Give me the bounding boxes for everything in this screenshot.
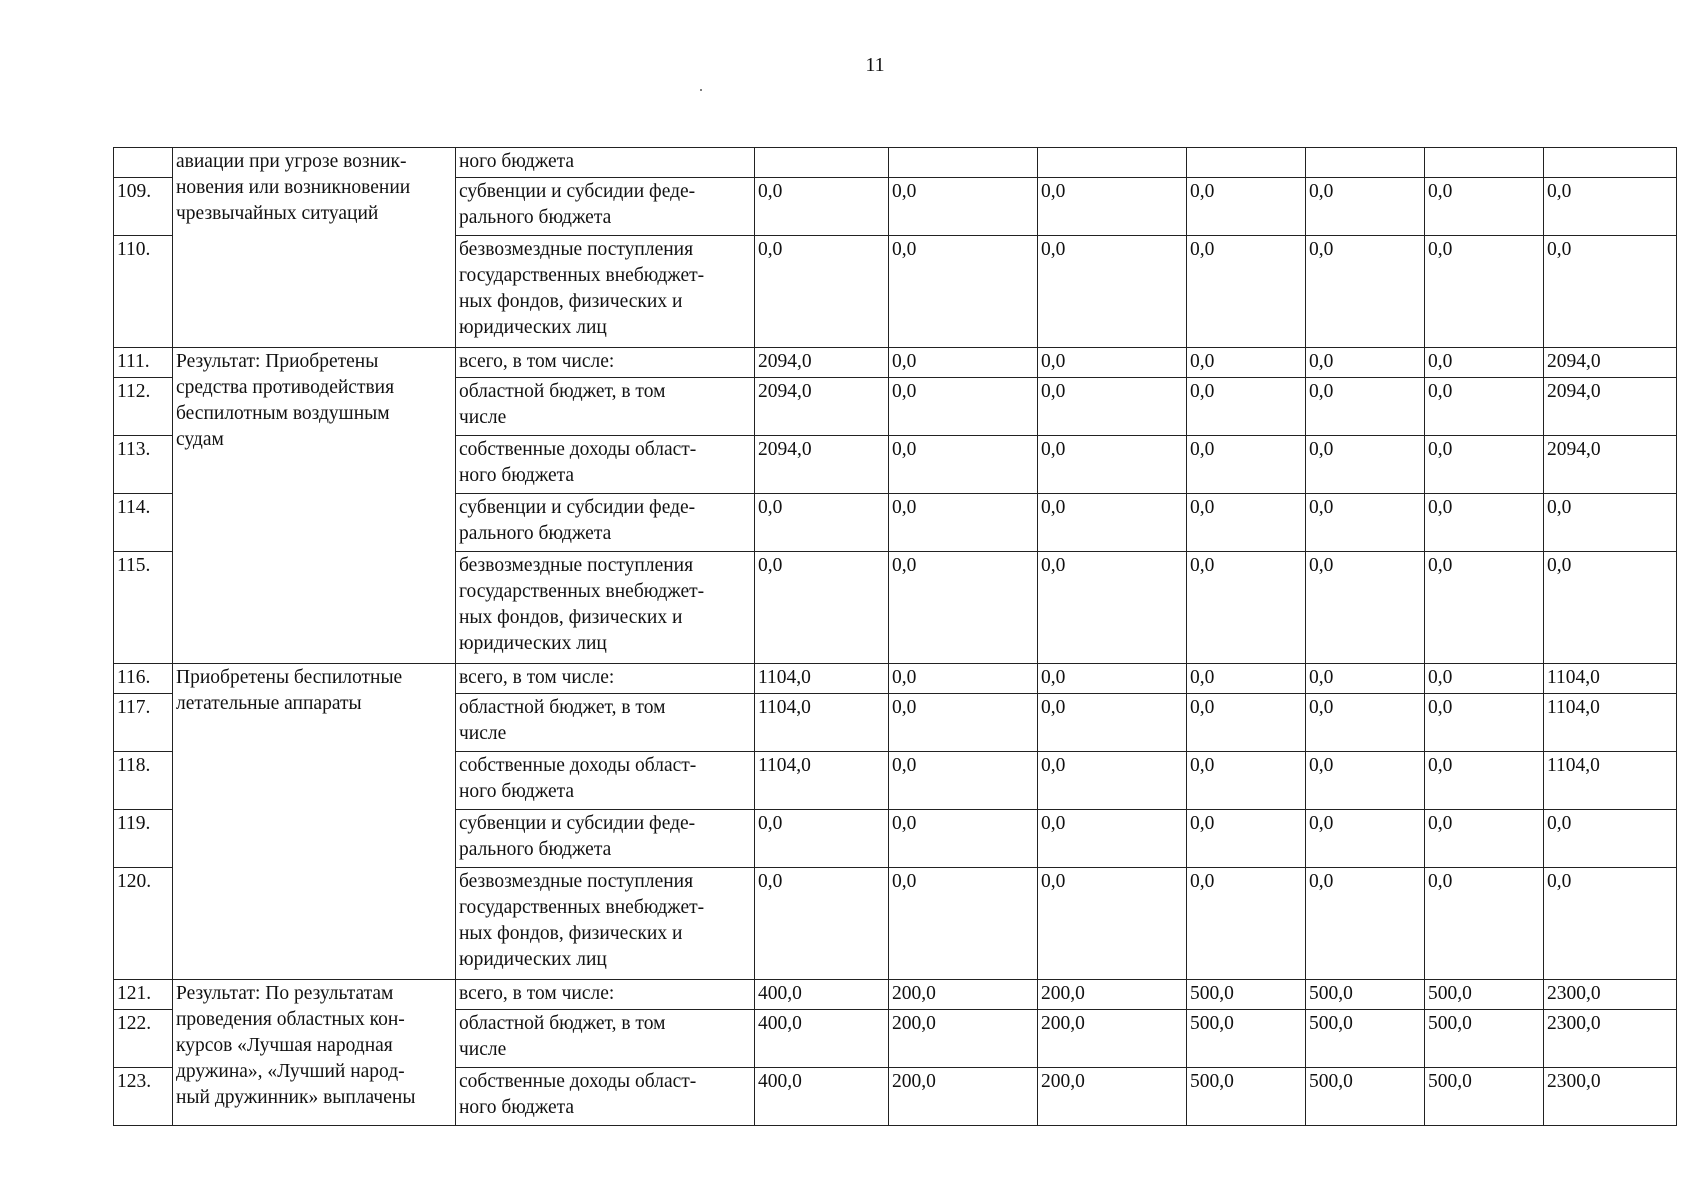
row-number-cell: 119.	[114, 810, 173, 868]
total-value-cell: 1104,0	[1544, 694, 1677, 752]
year-value-cell: 2094,0	[755, 378, 889, 436]
year-value-cell: 0,0	[1425, 494, 1544, 552]
year-value-cell: 1104,0	[755, 664, 889, 694]
total-value-cell: 0,0	[1544, 178, 1677, 236]
row-number-cell: 112.	[114, 378, 173, 436]
year-value-cell: 200,0	[889, 1068, 1038, 1126]
year-value-cell: 0,0	[889, 552, 1038, 664]
year-value-cell: 0,0	[1425, 236, 1544, 348]
year-value-cell: 0,0	[1425, 378, 1544, 436]
year-value-cell: 0,0	[755, 810, 889, 868]
total-value-cell: 2094,0	[1544, 378, 1677, 436]
funding-source-cell: собственные доходы област- ного бюджета	[456, 1068, 755, 1126]
year-value-cell: 200,0	[889, 1010, 1038, 1068]
table-row	[114, 348, 1677, 378]
year-value-cell: 0,0	[1306, 178, 1425, 236]
row-number-cell: 123.	[114, 1068, 173, 1126]
funding-source-cell: безвозмездные поступления государственных внебюджет- ных фондов, физических и юридических лиц	[456, 552, 755, 664]
year-value-cell: 0,0	[889, 378, 1038, 436]
year-value-cell: 0,0	[1038, 810, 1187, 868]
year-value-cell: 0,0	[1306, 436, 1425, 494]
year-value-cell: 0,0	[1187, 494, 1306, 552]
year-value-cell: 0,0	[1306, 868, 1425, 980]
year-value-cell: 1104,0	[755, 752, 889, 810]
funding-source-cell: безвозмездные поступления государственных внебюджет- ных фондов, физических и юридических лиц	[456, 236, 755, 348]
total-value-cell: 1104,0	[1544, 752, 1677, 810]
year-value-cell: 0,0	[1187, 694, 1306, 752]
year-value-cell: 0,0	[1038, 378, 1187, 436]
year-value-cell: 0,0	[1425, 868, 1544, 980]
year-value-cell: 0,0	[1187, 378, 1306, 436]
year-value-cell: 500,0	[1306, 1068, 1425, 1126]
year-value-cell: 0,0	[1038, 236, 1187, 348]
year-value-cell: 200,0	[889, 980, 1038, 1010]
year-value-cell: 0,0	[1187, 348, 1306, 378]
row-number-cell: 122.	[114, 1010, 173, 1068]
table-row	[114, 664, 1677, 694]
row-number-cell: 113.	[114, 436, 173, 494]
year-value-cell: 500,0	[1425, 1010, 1544, 1068]
year-value-cell: 500,0	[1425, 1068, 1544, 1126]
year-value-cell: 0,0	[1038, 436, 1187, 494]
table-row	[114, 148, 1677, 178]
year-value-cell: 0,0	[1425, 348, 1544, 378]
funding-source-cell: безвозмездные поступления государственных внебюджет- ных фондов, физических и юридических лиц	[456, 868, 755, 980]
year-value-cell: 0,0	[755, 178, 889, 236]
year-value-cell: 0,0	[1038, 552, 1187, 664]
year-value-cell: 0,0	[1187, 810, 1306, 868]
budget-table	[113, 147, 1677, 1126]
total-value-cell: 0,0	[1544, 236, 1677, 348]
row-number-cell: 118.	[114, 752, 173, 810]
year-value-cell: 0,0	[1425, 552, 1544, 664]
year-value-cell: 0,0	[889, 494, 1038, 552]
year-value-cell: 0,0	[889, 752, 1038, 810]
year-value-cell: 0,0	[755, 868, 889, 980]
row-number-cell: 109.	[114, 178, 173, 236]
funding-source-cell: областной бюджет, в том числе	[456, 1010, 755, 1068]
row-number-cell: 117.	[114, 694, 173, 752]
total-value-cell: 2094,0	[1544, 348, 1677, 378]
funding-source-cell: собственные доходы област- ного бюджета	[456, 752, 755, 810]
year-value-cell: 0,0	[755, 552, 889, 664]
row-number-cell: 121.	[114, 980, 173, 1010]
scan-speck	[700, 89, 702, 91]
result-description-cell: авиации при угрозе возник- новения или возникновении чрезвычайных ситуаций	[173, 148, 456, 348]
year-value-cell: 1104,0	[755, 694, 889, 752]
year-value-cell	[1306, 148, 1425, 178]
year-value-cell	[1425, 148, 1544, 178]
result-description-cell: Результат: Приобретены средства противодействия беспилотным воздушным судам	[173, 348, 456, 664]
year-value-cell: 0,0	[889, 178, 1038, 236]
year-value-cell: 0,0	[1187, 178, 1306, 236]
year-value-cell: 0,0	[889, 664, 1038, 694]
year-value-cell: 0,0	[1038, 494, 1187, 552]
year-value-cell: 0,0	[889, 436, 1038, 494]
year-value-cell: 0,0	[1306, 494, 1425, 552]
year-value-cell: 0,0	[889, 348, 1038, 378]
year-value-cell: 500,0	[1306, 1010, 1425, 1068]
year-value-cell: 0,0	[1187, 236, 1306, 348]
year-value-cell: 0,0	[889, 694, 1038, 752]
year-value-cell: 0,0	[1425, 810, 1544, 868]
total-value-cell: 2300,0	[1544, 980, 1677, 1010]
year-value-cell: 0,0	[1187, 436, 1306, 494]
year-value-cell: 0,0	[1306, 810, 1425, 868]
year-value-cell	[755, 148, 889, 178]
total-value-cell: 2300,0	[1544, 1010, 1677, 1068]
year-value-cell: 0,0	[1306, 664, 1425, 694]
total-value-cell: 1104,0	[1544, 664, 1677, 694]
year-value-cell: 500,0	[1187, 980, 1306, 1010]
year-value-cell: 0,0	[1038, 752, 1187, 810]
year-value-cell: 0,0	[1038, 178, 1187, 236]
row-number-cell: 120.	[114, 868, 173, 980]
total-value-cell: 0,0	[1544, 494, 1677, 552]
year-value-cell: 0,0	[1425, 664, 1544, 694]
year-value-cell: 0,0	[1425, 752, 1544, 810]
year-value-cell: 0,0	[1425, 436, 1544, 494]
row-number-cell	[114, 148, 173, 178]
year-value-cell: 0,0	[1187, 552, 1306, 664]
year-value-cell: 200,0	[1038, 980, 1187, 1010]
year-value-cell: 0,0	[1187, 664, 1306, 694]
year-value-cell: 500,0	[1187, 1068, 1306, 1126]
year-value-cell: 0,0	[1425, 178, 1544, 236]
year-value-cell	[1187, 148, 1306, 178]
year-value-cell: 0,0	[1038, 694, 1187, 752]
row-number-cell: 114.	[114, 494, 173, 552]
table-body	[114, 148, 1677, 1126]
year-value-cell: 500,0	[1306, 980, 1425, 1010]
funding-source-cell: субвенции и субсидии феде- рального бюджета	[456, 494, 755, 552]
row-number-cell: 115.	[114, 552, 173, 664]
year-value-cell: 0,0	[1306, 378, 1425, 436]
year-value-cell: 0,0	[1038, 348, 1187, 378]
year-value-cell: 0,0	[889, 868, 1038, 980]
year-value-cell: 0,0	[889, 236, 1038, 348]
year-value-cell: 0,0	[755, 236, 889, 348]
total-value-cell: 2300,0	[1544, 1068, 1677, 1126]
year-value-cell: 0,0	[889, 810, 1038, 868]
funding-source-cell: субвенции и субсидии феде- рального бюджета	[456, 810, 755, 868]
year-value-cell: 0,0	[1306, 694, 1425, 752]
page-number: 11	[865, 54, 885, 76]
funding-source-cell: ного бюджета	[456, 148, 755, 178]
year-value-cell: 0,0	[1187, 752, 1306, 810]
result-description-cell: Приобретены беспилотные летательные аппараты	[173, 664, 456, 980]
year-value-cell: 0,0	[755, 494, 889, 552]
year-value-cell: 0,0	[1038, 868, 1187, 980]
funding-source-cell: собственные доходы област- ного бюджета	[456, 436, 755, 494]
year-value-cell: 500,0	[1425, 980, 1544, 1010]
total-value-cell: 0,0	[1544, 810, 1677, 868]
year-value-cell: 2094,0	[755, 436, 889, 494]
year-value-cell	[1038, 148, 1187, 178]
row-number-cell: 111.	[114, 348, 173, 378]
funding-source-cell: всего, в том числе:	[456, 664, 755, 694]
year-value-cell: 400,0	[755, 1068, 889, 1126]
year-value-cell: 0,0	[1306, 236, 1425, 348]
total-value-cell	[1544, 148, 1677, 178]
year-value-cell: 2094,0	[755, 348, 889, 378]
total-value-cell: 2094,0	[1544, 436, 1677, 494]
row-number-cell: 110.	[114, 236, 173, 348]
year-value-cell	[889, 148, 1038, 178]
year-value-cell: 200,0	[1038, 1068, 1187, 1126]
funding-source-cell: всего, в том числе:	[456, 980, 755, 1010]
year-value-cell: 0,0	[1306, 552, 1425, 664]
funding-source-cell: субвенции и субсидии феде- рального бюджета	[456, 178, 755, 236]
funding-source-cell: областной бюджет, в том числе	[456, 694, 755, 752]
year-value-cell: 400,0	[755, 1010, 889, 1068]
table-row	[114, 980, 1677, 1010]
funding-source-cell: областной бюджет, в том числе	[456, 378, 755, 436]
row-number-cell: 116.	[114, 664, 173, 694]
year-value-cell: 0,0	[1038, 664, 1187, 694]
total-value-cell: 0,0	[1544, 552, 1677, 664]
year-value-cell: 0,0	[1306, 752, 1425, 810]
year-value-cell: 0,0	[1306, 348, 1425, 378]
result-description-cell: Результат: По результатам проведения областных кон- курсов «Лучшая народная дружина», «Лучший народ- ный дружинник» выплачены	[173, 980, 456, 1126]
year-value-cell: 400,0	[755, 980, 889, 1010]
year-value-cell: 0,0	[1425, 694, 1544, 752]
total-value-cell: 0,0	[1544, 868, 1677, 980]
funding-source-cell: всего, в том числе:	[456, 348, 755, 378]
year-value-cell: 500,0	[1187, 1010, 1306, 1068]
year-value-cell: 200,0	[1038, 1010, 1187, 1068]
year-value-cell: 0,0	[1187, 868, 1306, 980]
